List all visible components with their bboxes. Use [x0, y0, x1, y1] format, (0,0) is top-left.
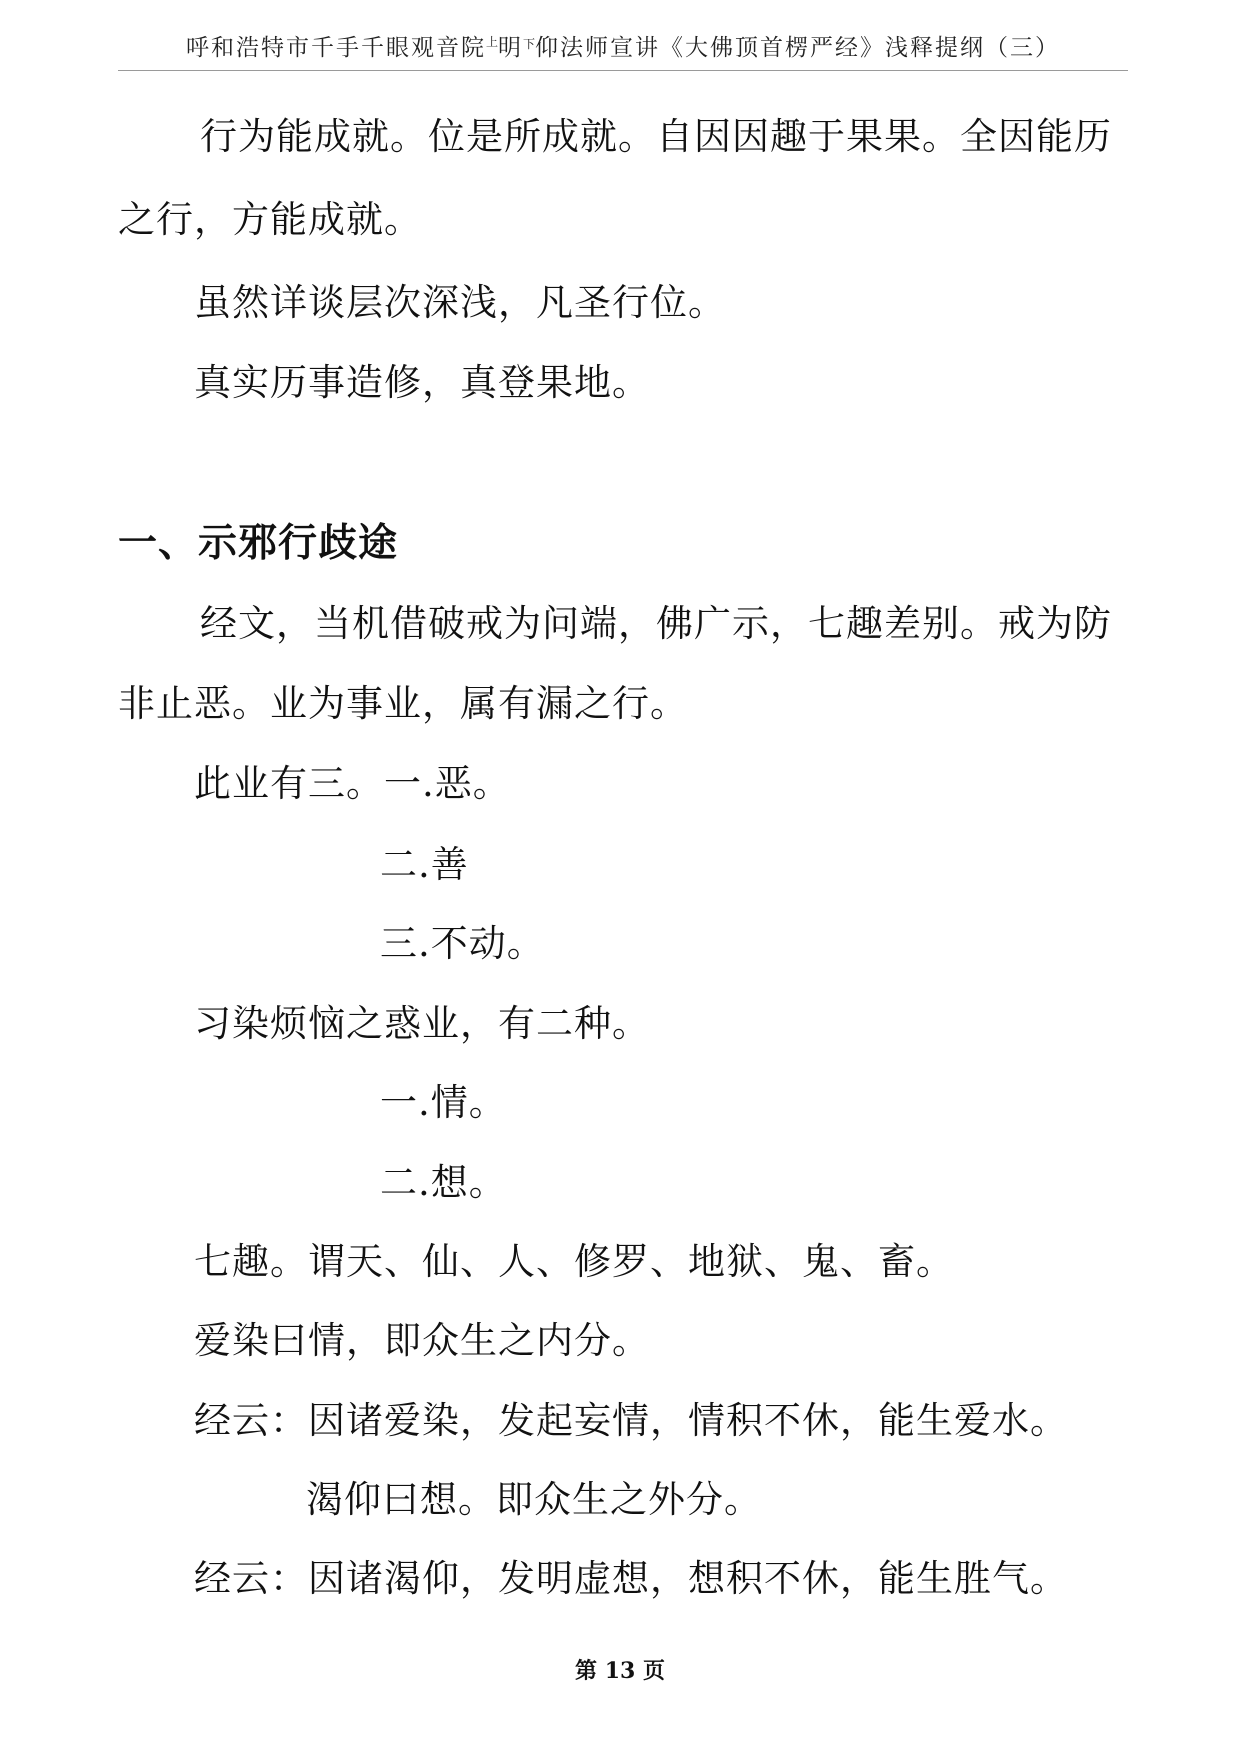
- body-line: 爱染曰情，即众生之内分。: [194, 1319, 650, 1362]
- body-line: 经云：因诸渴仰，发明虚想，想积不休，能生胜气。: [194, 1557, 1068, 1600]
- body-line: 真实历事造修，真登果地。: [194, 361, 650, 404]
- running-header: [118, 30, 1128, 71]
- header-sup-mark: 上: [485, 35, 498, 49]
- body-line: 虽然详谈层次深浅，凡圣行位。: [194, 281, 726, 324]
- body-line: 经文，当机借破戒为问端，佛广示，七趣差别。戒为防: [200, 602, 1112, 645]
- body-line: 此业有三。一.恶。: [194, 762, 511, 805]
- section-heading: 一、示邪行歧途: [118, 520, 399, 566]
- body-line: 七趣。谓天、仙、人、修罗、地狱、鬼、畜。: [194, 1240, 954, 1283]
- header-text-end: 仰法师宣讲《大佛顶首楞严经》浅释提纲（三）: [535, 35, 1061, 61]
- page-number: 第 13 页: [575, 1658, 665, 1684]
- header-text-name: 明: [498, 35, 523, 61]
- list-item: 一.情。: [380, 1081, 507, 1124]
- header-sub-mark: 下: [523, 37, 536, 51]
- body-line: 行为能成就。位是所成就。自因因趣于果果。全因能历: [200, 115, 1112, 158]
- body-line: 之行，方能成就。: [118, 198, 422, 241]
- body-line: 习染烦恼之惑业，有二种。: [194, 1002, 650, 1045]
- header-text-start: 呼和浩特市千手千眼观音院: [185, 35, 486, 61]
- list-item: 三.不动。: [380, 922, 545, 965]
- body-line: 渴仰曰想。即众生之外分。: [306, 1478, 762, 1521]
- list-item: 二.想。: [380, 1161, 507, 1204]
- list-item: 二.善: [380, 843, 469, 886]
- body-line: 非止恶。业为事业，属有漏之行。: [118, 682, 688, 725]
- body-line: 经云：因诸爱染，发起妄情，情积不休，能生爱水。: [194, 1399, 1068, 1442]
